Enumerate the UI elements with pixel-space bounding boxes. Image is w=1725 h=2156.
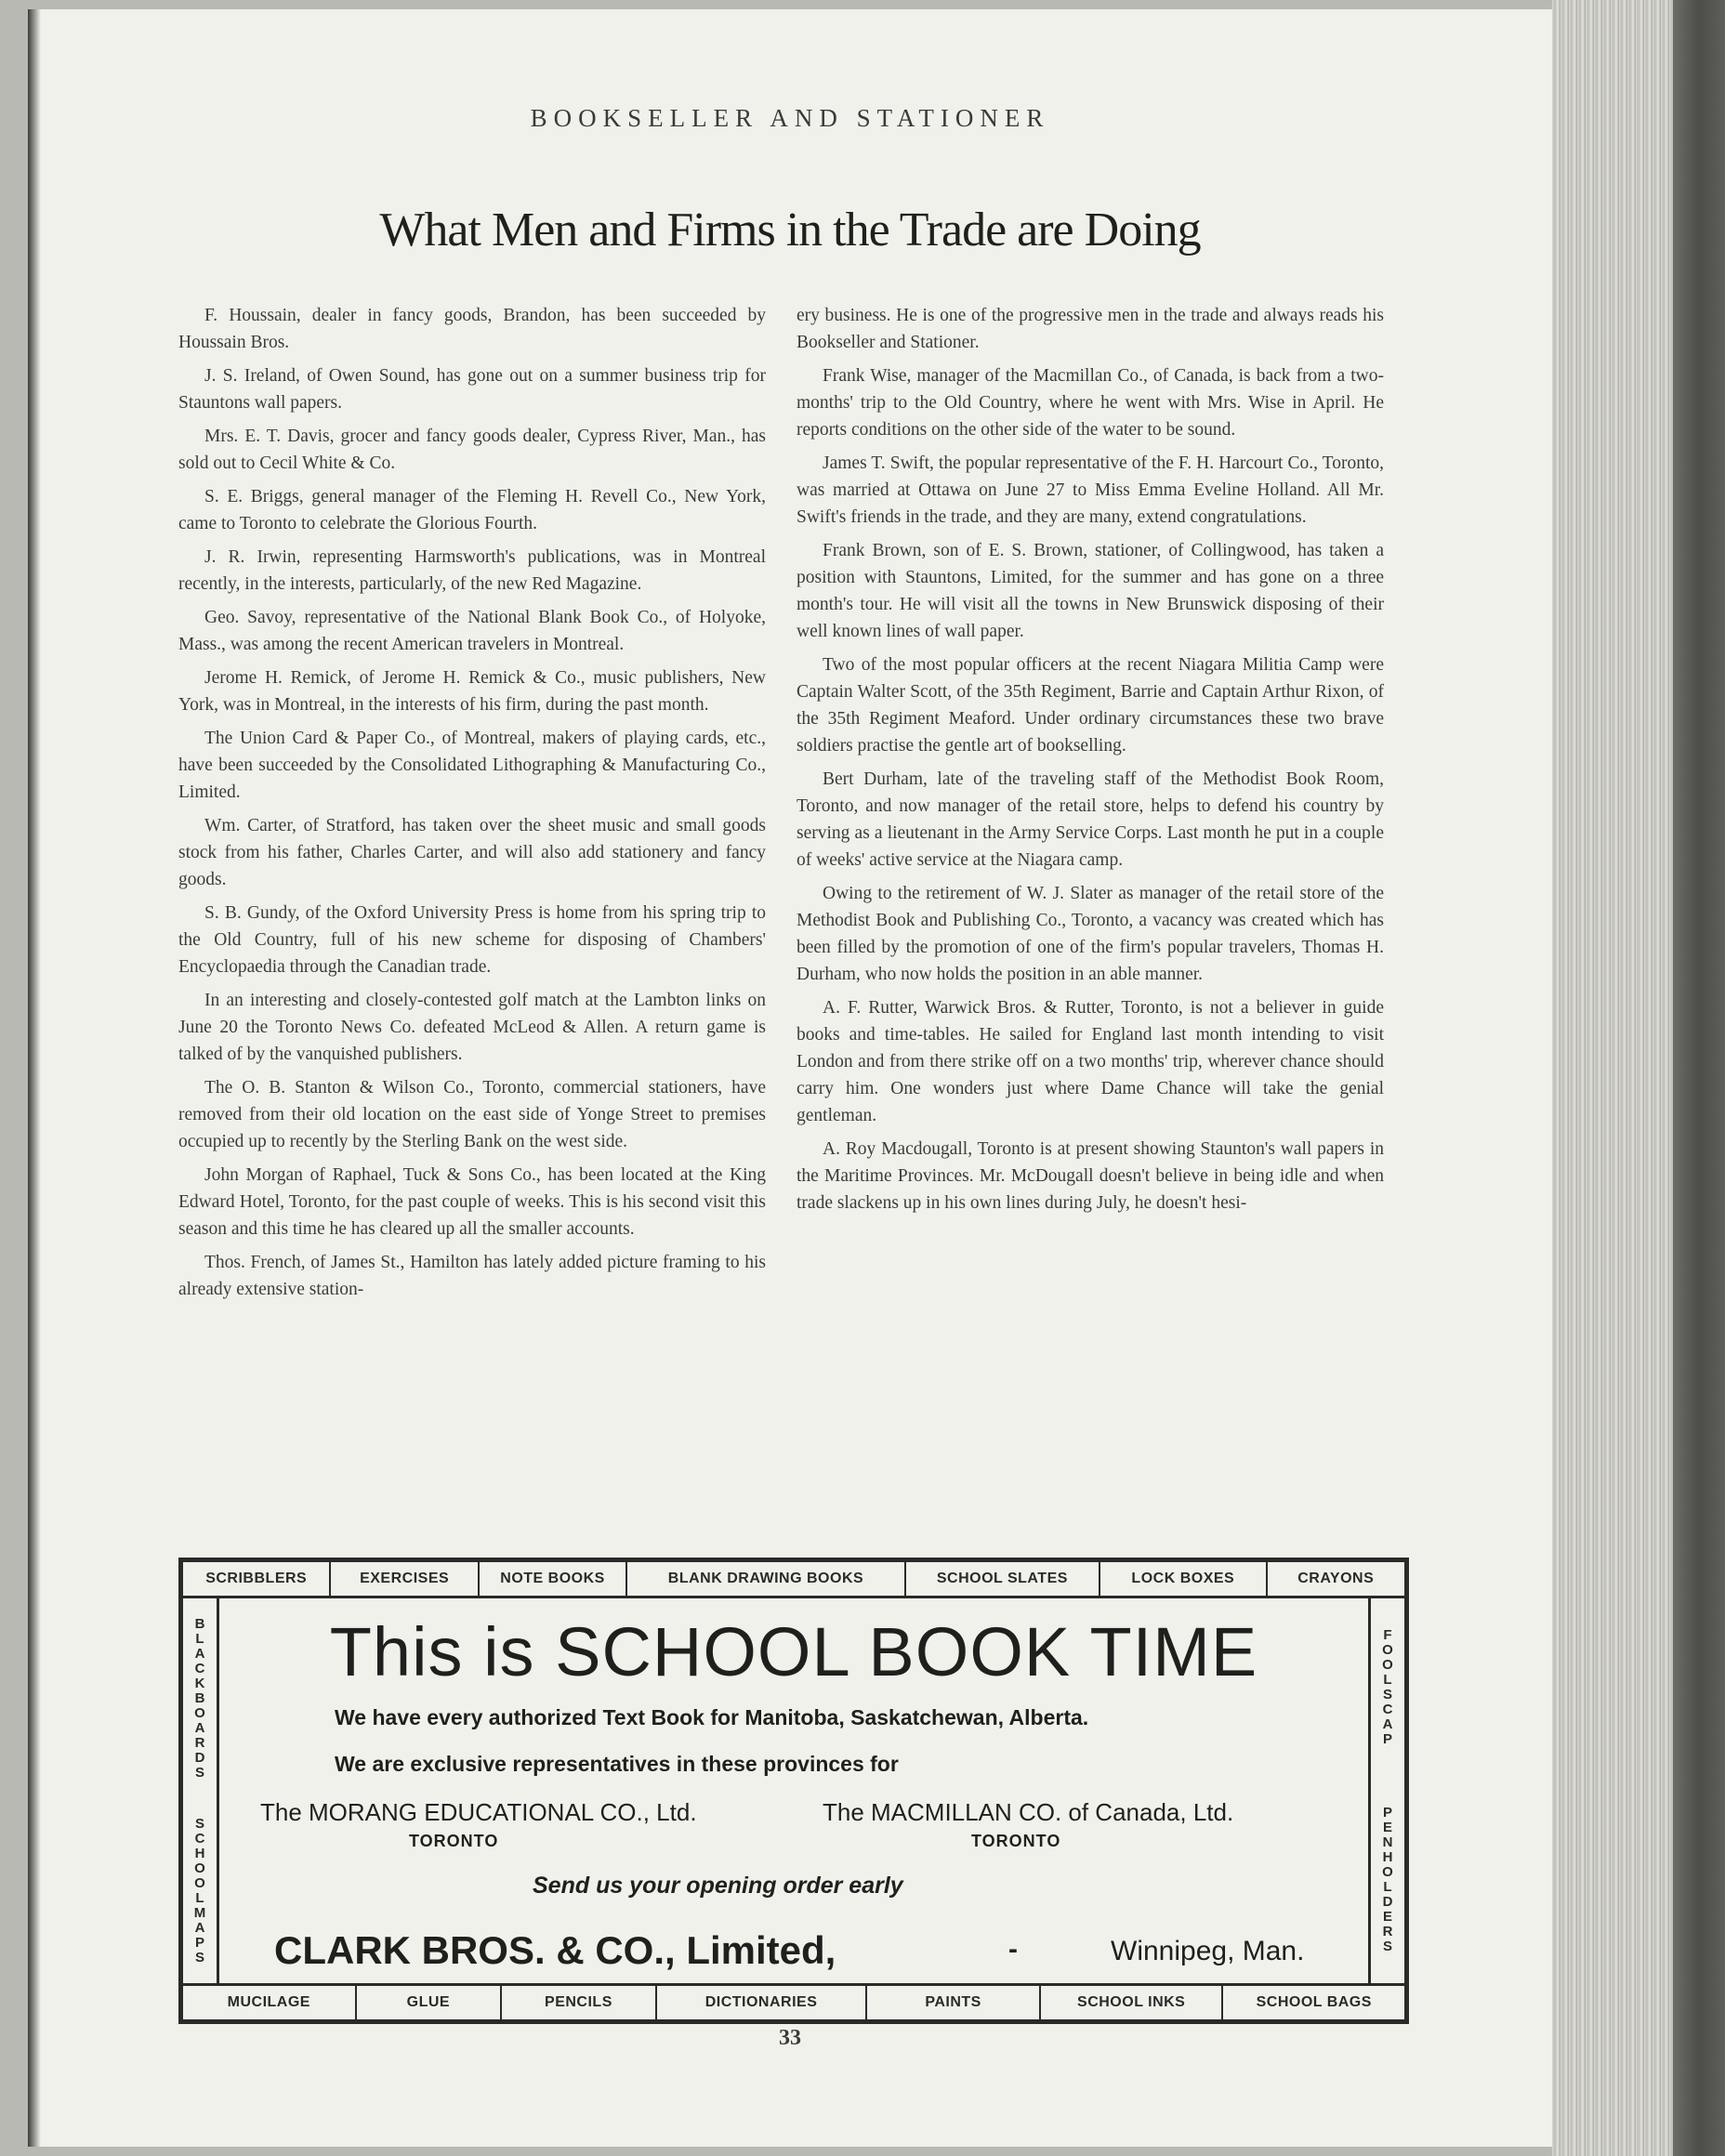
ad-product-label: BLANK DRAWING BOOKS — [627, 1562, 905, 1596]
running-head: BOOKSELLER AND STATIONER — [530, 104, 1050, 132]
ad-product-label: DICTIONARIES — [657, 1986, 868, 2019]
news-item: Bert Durham, late of the traveling staff of the Methodist Book Room, Toronto, and now manager of the retail store, helps to defend his country by serving as a lieutenant in the Army Service Corps. Last month he put in a couple of weeks' active service at the Niagara camp. — [797, 769, 1384, 870]
ad-title: This is SCHOOL BOOK TIME — [329, 1613, 1258, 1690]
school-book-advertisement — [178, 1558, 1409, 2024]
news-item: Two of the most popular officers at the recent Niagara Militia Camp were Captain Walter Scott, of the 35th Regiment, Barrie and Captain Arthur Rixon, of the 35th Regiment Meaford. Under ordinary circumstances these two brave soldiers practise the gentle art of bookselling. — [797, 655, 1384, 756]
news-item: The O. B. Stanton & Wilson Co., Toronto, commercial stationers, have removed from their old location on the east side of Yonge Street to premises occupied up to recently by the Sterling Bank on the west side. — [178, 1078, 766, 1151]
ad-company-name: The MORANG EDUCATIONAL CO., Ltd. — [260, 1798, 697, 1826]
news-item: Geo. Savoy, representative of the National Blank Book Co., of Holyoke, Mass., was among the recent American travelers in Montreal. — [178, 608, 766, 654]
news-item: In an interesting and closely-contested golf match at the Lambton links on June 20 the Toronto News Co. defeated McLeod & Allen. A return game is talked of by the vanquished publishers. — [178, 991, 766, 1064]
news-item: Mrs. E. T. Davis, grocer and fancy goods dealer, Cypress River, Man., has sold out to Cecil White & Co. — [178, 427, 766, 473]
news-item: Thos. French, of James St., Hamilton has lately added picture framing to his already extensive station- — [178, 1253, 766, 1299]
ad-product-label: PAINTS — [867, 1986, 1041, 2019]
news-item: John Morgan of Raphael, Tuck & Sons Co., has been located at the King Edward Hotel, Toronto, for the past couple of weeks. This is his second visit this season and this time he has cleared up all the smaller accounts. — [178, 1165, 766, 1239]
news-item: Frank Brown, son of E. S. Brown, stationer, of Collingwood, has taken a position with Stauntons, Limited, for the summer and has gone on a three month's tour. He will visit all the towns in New Brunswick disposing of their well known lines of wall paper. — [797, 541, 1384, 641]
ad-left-side-labels — [183, 1598, 219, 1983]
news-item: Owing to the retirement of W. J. Slater as manager of the retail store of the Methodist Book and Publishing Co., Toronto, a vacancy was created which has been filled by the promotion of one of the firm's popular travelers, Thomas H. Durham, who now holds the position in an able manner. — [797, 884, 1384, 984]
news-item: F. Houssain, dealer in fancy goods, Brandon, has been succeeded by Houssain Bros. — [178, 306, 766, 352]
ad-side-label: PENHOLDERS — [1382, 1804, 1393, 1954]
ad-advertiser-name: CLARK BROS. & CO., Limited, — [274, 1928, 836, 1972]
article-headline: What Men and Firms in the Trade are Doing — [379, 204, 1201, 256]
ad-product-label: SCRIBBLERS — [183, 1562, 331, 1596]
news-item: A. Roy Macdougall, Toronto is at present showing Staunton's wall papers in the Maritime Provinces. Mr. McDougall doesn't believe in being idle and when trade slackens up in his own lines during July, he doesn't hesi- — [797, 1139, 1384, 1213]
news-item-continued: ery business. He is one of the progressive men in the trade and always reads his Bookseller and Stationer. — [797, 306, 1384, 352]
ad-company-name: The MACMILLAN CO. of Canada, Ltd. — [823, 1798, 1234, 1826]
news-item: S. B. Gundy, of the Oxford University Press is home from his spring trip to the Old Country, full of his new scheme for disposing of Chambers' Encyclopaedia through the Canadian trade. — [178, 903, 766, 977]
book-cover-edge — [1673, 0, 1725, 2156]
ad-dash: - — [1008, 1934, 1018, 1965]
page-number: 33 — [779, 2026, 801, 2050]
ad-company-city: TORONTO — [409, 1832, 499, 1850]
news-item: A. F. Rutter, Warwick Bros. & Rutter, Toronto, is not a believer in guide books and time-tables. He sailed for England last month intending to visit London and from there strike off on a two months' trip, wherever chance should carry him. One wonders just where Dame Chance will take the genial gentleman. — [797, 998, 1384, 1125]
news-item: Jerome H. Remick, of Jerome H. Remick & Co., music publishers, New York, was in Montreal, in the interests of his firm, during the past month. — [178, 668, 766, 715]
left-column — [178, 302, 766, 1309]
ad-product-label: NOTE BOOKS — [480, 1562, 627, 1596]
ad-side-label: SCHOOL MAPS — [193, 1815, 206, 1965]
news-item: The Union Card & Paper Co., of Montreal, makers of playing cards, etc., have been succeeded by the Consolidated Lithographing & Manufacturing Co., Limited. — [178, 729, 766, 802]
ad-company-city: TORONTO — [971, 1832, 1061, 1850]
news-item: J. R. Irwin, representing Harmsworth's publications, was in Montreal recently, in the interests, particularly, of the new Red Magazine. — [178, 547, 766, 594]
ad-bottom-product-row — [183, 1983, 1404, 2019]
ad-product-label: MUCILAGE — [183, 1986, 357, 2019]
ad-text-line: We are exclusive representatives in these provinces for — [335, 1752, 899, 1776]
ad-product-label: SCHOOL BAGS — [1256, 1994, 1372, 2010]
ad-right-side-labels — [1368, 1598, 1404, 1983]
ad-call-to-action: Send us your opening order early — [533, 1873, 903, 1899]
ad-advertiser-location: Winnipeg, Man. — [1111, 1936, 1305, 1966]
book-page-edges — [1552, 0, 1725, 2156]
ad-side-label: BLACKBOARDS — [194, 1615, 205, 1781]
ad-product-label: LOCK BOXES — [1100, 1562, 1267, 1596]
news-item: Frank Wise, manager of the Macmillan Co., of Canada, is back from a two-months' trip to the Old Country, where he went with Mrs. Wise in April. He reports conditions on the other side of the water to be sound. — [797, 366, 1384, 440]
ad-side-label: FOOLSCAP — [1382, 1626, 1393, 1747]
news-item: Wm. Carter, of Stratford, has taken over the sheet music and small goods stock from his father, Charles Carter, and will also add stationery and fancy goods. — [178, 816, 766, 889]
news-item: S. E. Briggs, general manager of the Fleming H. Revell Co., New York, came to Toronto to celebrate the Glorious Fourth. — [178, 487, 766, 533]
ad-product-label: EXERCISES — [331, 1562, 479, 1596]
news-item: J. S. Ireland, of Owen Sound, has gone out on a summer business trip for Stauntons wall papers. — [178, 366, 766, 413]
ad-product-label: SCHOOL INKS — [1041, 1986, 1224, 2019]
ad-product-label: GLUE — [357, 1986, 503, 2019]
ad-top-product-row — [183, 1562, 1404, 1598]
ad-product-label: PENCILS — [502, 1986, 657, 2019]
ad-body — [228, 1603, 1360, 1979]
ad-text-line: We have every authorized Text Book for Manitoba, Saskatchewan, Alberta. — [335, 1705, 1089, 1729]
ad-product-label: CRAYONS — [1297, 1571, 1375, 1586]
ad-product-label: SCHOOL SLATES — [906, 1562, 1100, 1596]
spine-shadow — [28, 9, 41, 2147]
news-item: James T. Swift, the popular representative of the F. H. Harcourt Co., Toronto, was married at Ottawa on June 27 to Miss Emma Eveline Holland. All Mr. Swift's friends in the trade, and they are many, extend congratulations. — [797, 454, 1384, 527]
right-column — [797, 302, 1384, 1223]
